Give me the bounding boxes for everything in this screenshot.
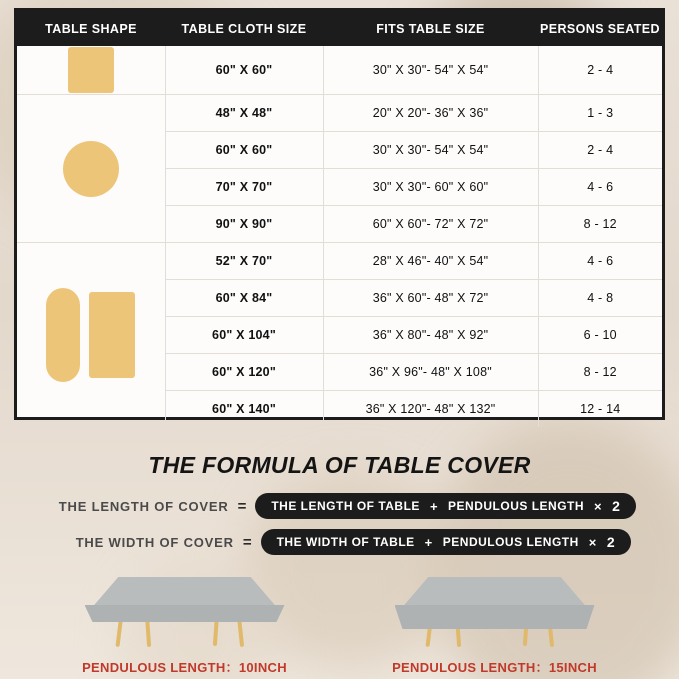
cell-persons: 4 - 8 bbox=[538, 280, 662, 317]
formula-title: THE FORMULA OF TABLE COVER bbox=[148, 452, 531, 478]
cell-cloth-size: 52" X 70" bbox=[165, 243, 323, 280]
pendulous-caption-10inch bbox=[67, 657, 303, 676]
formula-width-term2: PENDULOUS LENGTH bbox=[442, 535, 579, 549]
cell-cloth-size: 60" X 120" bbox=[165, 354, 323, 391]
tablecloth-skirt bbox=[85, 605, 285, 622]
cell-fits-size: 30" X 30"- 60" X 60" bbox=[323, 169, 538, 206]
rectangle-shape-icon bbox=[89, 292, 135, 378]
cell-cloth-size: 60" X 140" bbox=[165, 391, 323, 428]
cell-fits-size: 28" X 46"- 40" X 54" bbox=[323, 243, 538, 280]
multiply-icon: × bbox=[588, 534, 597, 550]
shape-cell-rectangle bbox=[17, 243, 165, 428]
illustrations bbox=[0, 571, 679, 676]
illustration-15inch bbox=[377, 571, 613, 676]
cell-fits-size: 20" X 20"- 36" X 36" bbox=[323, 95, 538, 132]
formula-length-term1: THE LENGTH OF TABLE bbox=[271, 499, 420, 513]
formula-length-pill bbox=[255, 493, 636, 519]
pendulous-value: 15INCH bbox=[548, 660, 597, 675]
tablecloth-top bbox=[93, 577, 277, 607]
cell-cloth-size: 90" X 90" bbox=[165, 206, 323, 243]
column-header-table-shape: TABLE SHAPE bbox=[17, 11, 165, 46]
column-header-table-cloth-size: TABLE CLOTH SIZE bbox=[165, 11, 323, 46]
cell-fits-size: 36" X 96"- 48" X 108" bbox=[323, 354, 538, 391]
column-header-persons-seated: PERSONS SEATED bbox=[538, 11, 662, 46]
circle-shape-icon bbox=[63, 141, 119, 197]
cell-fits-size: 30" X 30"- 54" X 54" bbox=[323, 46, 538, 95]
cell-persons: 12 - 14 bbox=[580, 402, 621, 416]
formula-rows bbox=[0, 493, 679, 555]
square-shape-icon bbox=[68, 47, 114, 93]
shape-cell-square bbox=[17, 46, 165, 95]
formula-width-equals: = bbox=[242, 533, 252, 551]
cell-persons: 2 - 4 bbox=[538, 132, 662, 169]
cell-persons: 8 - 12 bbox=[538, 206, 662, 243]
illustration-10inch bbox=[67, 571, 303, 676]
covered-table-illustration bbox=[395, 571, 595, 649]
plus-icon: + bbox=[429, 498, 439, 514]
table-row bbox=[17, 46, 662, 95]
pendulous-label: PENDULOUS LENGTH： bbox=[392, 660, 549, 675]
tablecloth-skirt bbox=[395, 605, 595, 629]
cell-persons: 2 - 4 bbox=[538, 46, 662, 95]
cell-cloth-size: 60" X 60" bbox=[165, 46, 323, 95]
formula-length-label: THE LENGTH OF COVER bbox=[58, 498, 229, 514]
pendulous-value: 10INCH bbox=[238, 660, 287, 675]
covered-table-illustration bbox=[85, 571, 285, 649]
cell-fits-size: 36" X 80"- 48" X 92" bbox=[323, 317, 538, 354]
size-chart-card bbox=[14, 8, 665, 420]
cell-persons: 8 - 12 bbox=[538, 354, 662, 391]
cell-cloth-size: 60" X 104" bbox=[165, 317, 323, 354]
formula-width-term1: THE WIDTH OF TABLE bbox=[276, 535, 415, 549]
plus-icon: + bbox=[424, 534, 433, 550]
formula-length-multiplier: 2 bbox=[612, 498, 621, 514]
cell-persons: 6 - 10 bbox=[538, 317, 662, 354]
oval-shape-icon bbox=[46, 288, 80, 382]
cell-persons: 1 - 3 bbox=[538, 95, 662, 132]
formula-width-pill bbox=[261, 529, 632, 555]
formula-length-term2: PENDULOUS LENGTH bbox=[448, 499, 585, 513]
cell-cloth-size: 60" X 84" bbox=[165, 280, 323, 317]
cell-cloth-size: 48" X 48" bbox=[165, 95, 323, 132]
cell-fits-size: 36" X 60"- 48" X 72" bbox=[323, 280, 538, 317]
pendulous-caption-15inch bbox=[377, 657, 613, 676]
formula-row-width bbox=[48, 529, 631, 555]
table-row bbox=[17, 95, 662, 132]
cell-fits-size: 60" X 60"- 72" X 72" bbox=[323, 206, 538, 243]
formula-section bbox=[0, 430, 679, 679]
round-shape-group bbox=[18, 141, 164, 197]
shape-cell-round bbox=[17, 95, 165, 243]
formula-width-label: THE WIDTH OF COVER bbox=[75, 534, 234, 550]
table-header-row bbox=[17, 11, 662, 46]
cell-cloth-size: 70" X 70" bbox=[165, 169, 323, 206]
column-header-fits-table-size: FITS TABLE SIZE bbox=[323, 11, 538, 46]
cell-fits-size: 36" X 120"- 48" X 132" bbox=[323, 391, 538, 428]
multiply-icon: × bbox=[594, 498, 603, 514]
square-shape-group bbox=[18, 47, 164, 93]
tablecloth-top bbox=[403, 577, 587, 607]
cell-persons: 4 - 6 bbox=[538, 169, 662, 206]
cell-cloth-size: 60" X 60" bbox=[165, 132, 323, 169]
formula-width-multiplier: 2 bbox=[606, 534, 616, 550]
formula-length-equals: = bbox=[237, 497, 247, 515]
table-row bbox=[17, 243, 662, 280]
size-chart-table bbox=[17, 11, 662, 428]
cell-persons: 4 - 6 bbox=[538, 243, 662, 280]
cell-fits-size: 30" X 30"- 54" X 54" bbox=[323, 132, 538, 169]
rectangle-shape-group bbox=[18, 288, 164, 382]
formula-row-length bbox=[43, 493, 637, 519]
pendulous-label: PENDULOUS LENGTH： bbox=[82, 660, 239, 675]
